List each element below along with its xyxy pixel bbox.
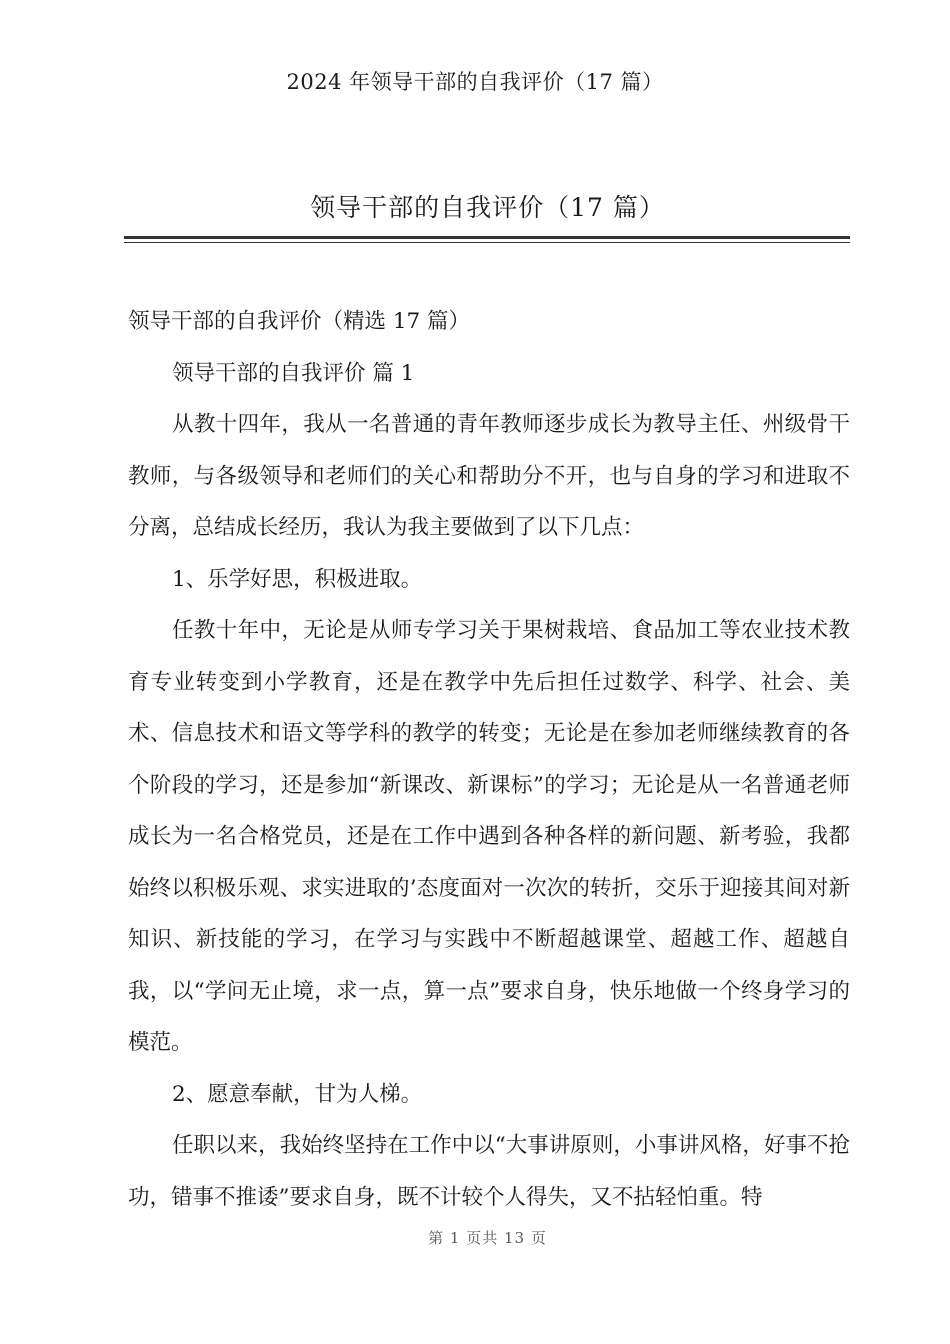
- running-header-title: 2024 年领导干部的自我评价（17 篇）: [286, 70, 664, 94]
- list-point-heading: 1、乐学好思，积极进取。: [172, 566, 423, 592]
- document-subtitle: 领导干部的自我评价（精选 17 篇）: [128, 309, 471, 334]
- page-footer: 第 1 页共 13 页: [428, 1229, 547, 1247]
- paragraph: 任职以来，我始终坚持在工作中以“大事讲原则，小事讲风格，好事不抢功，错事不推诿”要求自身，既不计较个人得失，又不拈轻怕重。特: [128, 1133, 850, 1210]
- title-divider-thin: [124, 242, 850, 243]
- document-title: 领导干部的自我评价（17 篇）: [310, 193, 665, 222]
- section-heading: 领导干部的自我评价 篇 1: [172, 360, 415, 386]
- paragraph: 从教十四年，我从一名普通的青年教师逐步成长为教导主任、州级骨干教师，与各级领导和老师们的关心和帮助分不开，也与自身的学习和进取不分离，总结成长经历，我认为我主要做到了以下几点：: [128, 412, 850, 540]
- paragraph: 任教十年中，无论是从师专学习关于果树栽培、食品加工等农业技术教育专业转变到小学教育，还是在教学中先后担任过数学、科学、社会、美术、信息技术和语文等学科的教学的转变；无论是在参加老师继续教育的各个阶段的学习，还是参加“新课改、新课标”的学习；无论是从一名普通老师成长为一名合格党员，还是在工作中遇到各种各样的新问题、新考验，我都始终以积极乐观、求实进取的’态度面对一次次的转折，交乐于迎接其间对新知识、新技能的学习，在学习与实践中不断超越课堂、超越工作、超越自我，以“学问无止境，求一点，算一点”要求自身，快乐地做一个终身学习的模范。: [128, 618, 850, 1055]
- title-divider-thick: [124, 236, 850, 239]
- list-point-heading: 2、愿意奉献，甘为人梯。: [172, 1081, 423, 1107]
- document-body: [128, 296, 850, 1223]
